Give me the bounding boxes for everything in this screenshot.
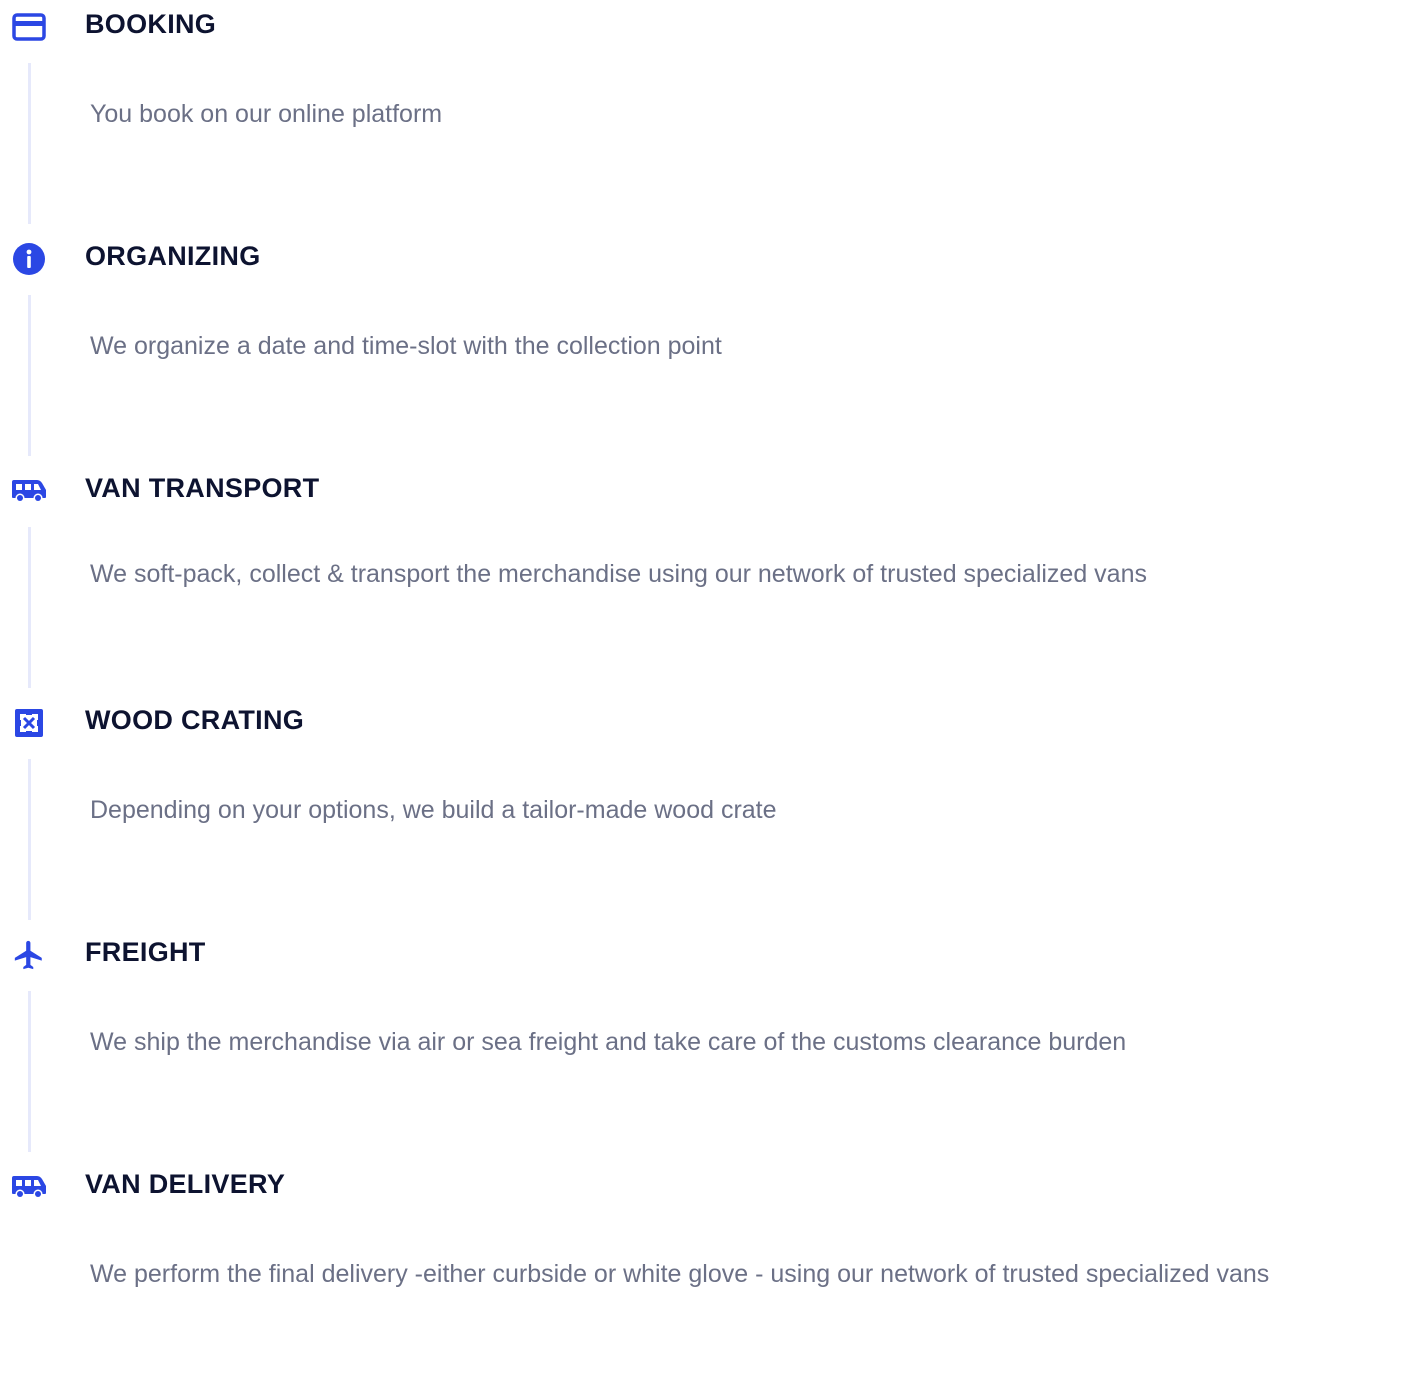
step-title: WOOD CRATING <box>85 705 305 735</box>
step-title: VAN DELIVERY <box>85 1169 286 1199</box>
van-icon <box>10 474 48 508</box>
timeline-connector <box>28 295 31 456</box>
timeline-connector <box>28 63 31 224</box>
timeline-step-booking <box>0 0 1404 232</box>
info-circle-icon <box>10 242 48 276</box>
step-title: VAN TRANSPORT <box>85 473 320 503</box>
airplane-icon <box>10 938 48 972</box>
step-title: ORGANIZING <box>85 241 261 271</box>
van-icon <box>10 1170 48 1204</box>
step-description: We organize a date and time-slot with the collection point <box>90 332 722 360</box>
step-title: BOOKING <box>85 9 217 39</box>
crate-icon <box>10 706 48 740</box>
step-description: Depending on your options, we build a tailor-made wood crate <box>90 796 777 824</box>
timeline-step-van-delivery <box>0 1160 1404 1392</box>
step-title: FREIGHT <box>85 937 206 967</box>
timeline-connector <box>28 759 31 920</box>
credit-card-icon <box>10 10 48 44</box>
step-description: We soft-pack, collect & transport the merchandise using our network of trusted specialized vans <box>90 560 1147 588</box>
step-description: You book on our online platform <box>90 100 443 128</box>
timeline-step-organizing <box>0 232 1404 464</box>
step-description: We ship the merchandise via air or sea freight and take care of the customs clearance burden <box>90 1028 1127 1056</box>
step-description: We perform the final delivery -either curbside or white glove - using our network of trusted specialized vans <box>90 1260 1270 1288</box>
timeline-step-van-transport <box>0 464 1404 696</box>
timeline-step-freight <box>0 928 1404 1160</box>
timeline-step-wood-crating <box>0 696 1404 928</box>
timeline-connector <box>28 527 31 688</box>
timeline-connector <box>28 991 31 1152</box>
